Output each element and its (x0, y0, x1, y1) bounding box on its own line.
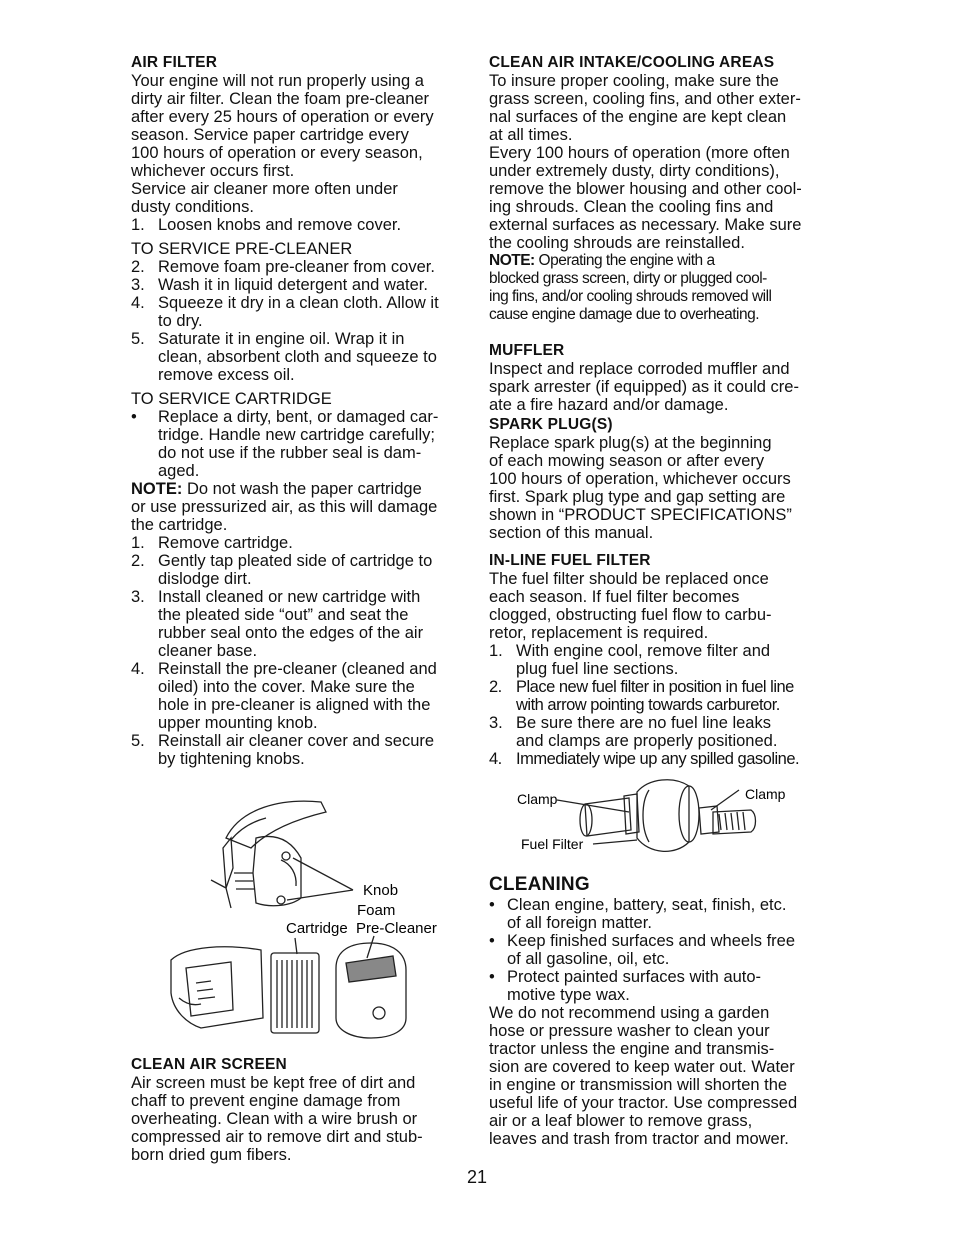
precleaner-label: Pre-Cleaner (356, 920, 437, 937)
fuel-filter-illustration (489, 772, 834, 872)
spark-plug-text: Replace spark plug(s) at the beginning of each mowing season or after every 100 hours of operation, whichever occurs first. Spark plug type and gap setting are shown in “PRODUCT SPECIFICATIONS” section of this manual. (489, 434, 792, 542)
intake-note: NOTE: Operating the engine with a blocked grass screen, dirty or plugged cool- ing fins, and/or cooling shrouds removed will cause engine damage due to overheating. (489, 252, 772, 323)
cartridge-note: NOTE: Do not wash the paper cartridge or use pressurized air, as this will damage the cartridge. (131, 480, 438, 534)
list-item: 4. Squeeze it dry in a clean cloth. Allow it to dry. (131, 294, 439, 330)
list-item: 4. Immediately wipe up any spilled gasoline. (489, 750, 800, 768)
list-item: 2. Place new fuel filter in position in fuel line with arrow pointing towards carburetor. (489, 678, 794, 714)
list-item: 3. Wash it in liquid detergent and water. (131, 276, 428, 294)
list-item: • Keep finished surfaces and wheels free of all gasoline, oil, etc. (489, 932, 796, 968)
list-item: 3. Be sure there are no fuel line leaks and clamps are properly positioned. (489, 714, 778, 750)
knob-icon (282, 852, 290, 860)
right-column (489, 54, 834, 1148)
muffler-heading: MUFFLER (489, 342, 565, 359)
list-item: 1. Loosen knobs and remove cover. (131, 216, 402, 234)
cleaning-bullets (489, 896, 834, 1004)
clamp-left-label: Clamp (517, 791, 558, 807)
knob-label: Knob (363, 882, 399, 899)
fuel-filter-heading: IN-LINE FUEL FILTER (489, 552, 651, 569)
list-item: 5. Reinstall air cleaner cover and secure by tightening knobs. (131, 732, 435, 768)
foam-precleaner-icon (336, 943, 406, 1038)
list-item: 5. Saturate it in engine oil. Wrap it in clean, absorbent cloth and squeeze to remove excess oil. (131, 330, 437, 384)
fuel-filter-text: The fuel filter should be replaced once each season. If fuel filter becomes clogged, obstructing fuel flow to carbu- retor, replacement is required. (489, 570, 772, 642)
intake-text: To insure proper cooling, make sure the grass screen, cooling fins, and other exter- nal surfaces of the engine are kept clean at all times. Every 100 hours of operation (more often under extremely dusty, dirty conditions), remove the blower housing and other cool- ing shrouds. Clean the cooling fins and external surfaces as necessary. Make sure the cooling shrouds are reinstalled. (489, 72, 802, 252)
list-item: 1. With engine cool, remove filter and plug fuel line sections. (489, 642, 771, 678)
list-item: 1. Remove cartridge. (131, 534, 293, 552)
fuel-filter-label: Fuel Filter (521, 836, 584, 852)
list-item: • Replace a dirty, bent, or damaged car- tridge. Handle new cartridge carefully; do not use if the rubber seal is dam- aged. (131, 408, 439, 480)
air-filter-heading: AIR FILTER (131, 54, 218, 71)
list-item: • Clean engine, battery, seat, finish, etc. of all foreign matter. (489, 896, 787, 932)
list-item: 2. Gently tap pleated side of cartridge to dislodge dirt. (131, 552, 433, 588)
engine-housing-icon (226, 801, 326, 848)
clean-air-screen-text: Air screen must be kept free of dirt and chaff to prevent engine damage from overheating. Clean with a wire brush or compressed air to remove dirt and stub- born dried gum fibers. (131, 1074, 423, 1164)
air-cleaner-base-icon (171, 947, 263, 1028)
clean-air-screen-heading: CLEAN AIR SCREEN (131, 1056, 287, 1073)
list-item: • Protect painted surfaces with auto- motive type wax. (489, 968, 762, 1004)
page-number: 21 (466, 1167, 488, 1187)
precleaner-heading: TO SERVICE PRE-CLEANER (131, 240, 353, 258)
fuel-filter-steps (489, 642, 834, 768)
cartridge-label: Cartridge (286, 920, 348, 937)
cartridge-steps (131, 534, 471, 768)
list-item: 2. Remove foam pre-cleaner from cover. (131, 258, 435, 276)
clamp-right-label: Clamp (745, 786, 786, 802)
left-column (131, 54, 471, 1164)
cleaning-heading: CLEANING (489, 874, 590, 895)
air-filter-illustration (131, 778, 471, 1044)
cartridge-heading: TO SERVICE CARTRIDGE (131, 390, 332, 408)
foam-label: Foam (357, 902, 396, 919)
intake-heading: CLEAN AIR INTAKE/COOLING AREAS (489, 54, 775, 71)
muffler-text: Inspect and replace corroded muffler and spark arrester (if equipped) as it could cre- ate a fire hazard and/or damage. (489, 360, 799, 414)
list-item: 4. Reinstall the pre-cleaner (cleaned and oiled) into the cover. Make sure the hole in pre-cleaner is aligned with the upper mounting knob. (131, 660, 437, 732)
cleaning-text: We do not recommend using a garden hose or pressure washer to clean your tractor unless the engine and transmis- sion are covered to keep water out. Water in engine or transmission will shorten the useful life of your tractor. Use compressed air or a leaf blower to remove grass, leaves and trash from tractor and mower. (489, 1004, 798, 1148)
precleaner-steps (131, 258, 471, 384)
air-filter-intro: Your engine will not run properly using a dirty air filter. Clean the foam pre-cleaner after every 25 hours of operation or every season. Service paper cartridge every 100 hours of operation or every season, whichever occurs first. Service air cleaner more often under dusty conditions. (131, 72, 434, 216)
list-item: 3. Install cleaned or new cartridge with the pleated side “out” and seat the rubber seal onto the edges of the air cleaner base. (131, 588, 424, 660)
spark-plug-heading: SPARK PLUG(S) (489, 416, 613, 433)
fuel-filter-icon (637, 780, 689, 852)
